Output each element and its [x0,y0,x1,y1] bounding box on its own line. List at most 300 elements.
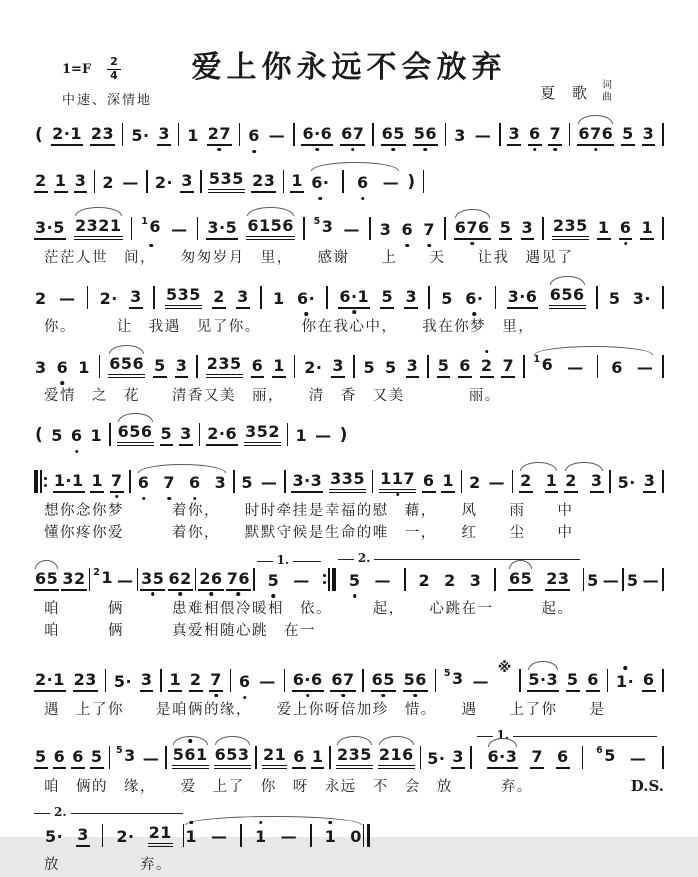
note: $^1$6 [533,353,554,374]
dash-note: — [293,570,310,590]
barline [662,669,664,692]
barline [233,470,235,493]
grace-note: 5 [313,216,321,227]
octave-dot-low [319,197,323,201]
time-signature [107,56,121,82]
note: 2 [35,288,47,308]
note: 2 [418,570,431,590]
barline [303,217,305,240]
dash-note: — [315,426,332,446]
barline [129,470,131,493]
grace-note: 1 [533,353,541,365]
note: 7 [501,355,515,378]
note: 561 [172,744,209,769]
note: 6·6 [301,123,333,146]
barline [542,217,544,240]
grace-note: 2 [93,566,101,578]
note: 65 [508,568,533,591]
paren: ) [339,425,348,446]
barline [523,355,525,378]
barline [260,286,262,309]
notes-line [34,802,362,855]
note: 6 [247,125,261,146]
octave-dot-low [414,694,418,698]
dash-note: — [259,672,276,692]
note: 3 [179,423,193,446]
note: 2· [116,826,135,846]
octave-dot-high [485,350,489,354]
barline [597,355,599,378]
note: $^2$1 [93,566,113,587]
octave-dot-low [470,242,474,246]
notes-line [34,112,664,154]
note: 56 [403,669,428,692]
barline [253,568,255,591]
lyrics-line [34,855,664,877]
note: 7 [422,219,436,240]
note: 6 [586,669,600,692]
octave-dot-low [142,497,146,501]
note: $^5$3 [313,216,334,236]
octave-dot-low [594,148,598,152]
barline [99,355,101,378]
note: 6156 [246,215,295,240]
note: 7 [110,470,124,493]
dash-note: — [472,672,489,692]
note: 6 [356,172,370,193]
barline [662,746,664,769]
note: 1 [272,355,286,378]
lyrics-text: 爱情 之 花 清香又美 丽， 清 香 又美 丽。 [44,387,501,404]
barline [372,470,374,493]
note: 656 [108,353,145,378]
note: 6 [611,357,623,377]
barline [195,568,197,591]
barline [427,355,429,378]
octave-dot-low [237,592,241,596]
barline [109,423,111,446]
octave-dot-low [115,495,119,499]
slur-group [519,470,558,496]
octave-dot-low [316,148,320,152]
barline [404,568,406,591]
octave-dot-low [193,497,197,501]
note: 65 [34,568,59,591]
note: $^1$6 [140,216,162,240]
dash-note: — [602,570,620,590]
note: 2321 [74,215,123,240]
note: 3 [643,470,657,493]
lyrics-line [34,248,664,270]
note: 76 [226,568,251,591]
note: 2 [34,170,48,193]
note: 676 [577,123,614,146]
volta-label: 1. [493,728,514,742]
dash-note: — [343,220,361,239]
octave-dot-low [353,594,357,598]
note: 1 [295,426,308,446]
note: 2·1 [34,669,66,692]
note: 235 [552,215,589,240]
notes-line [34,273,664,317]
note: $^5$3 [443,668,464,689]
grace-note: 5 [443,668,452,680]
note: 1 [272,288,285,308]
octave-dot-low [424,148,428,152]
volta-bracket [34,804,183,850]
note: 27 [207,123,232,146]
note: 2 [564,470,578,493]
slur-group [310,170,400,196]
note: 216 [378,744,415,769]
octave-dot-low [167,497,171,501]
note: 3 [157,123,171,146]
music-system [34,548,664,643]
octave-dot-low [75,450,79,454]
note: 2· [304,357,323,377]
note: 6· [464,288,484,309]
note: 6 [619,217,633,240]
barline [294,355,296,378]
dash-note: — [58,288,76,308]
note: 7 [548,123,562,146]
barline [662,286,664,309]
octave-dot-low [178,592,182,596]
barline [329,746,331,769]
note: 7 [530,746,544,769]
octave-dot-low [214,694,218,698]
note: 3 [642,123,656,146]
composer-credit [540,80,612,104]
note: 5· [113,672,133,692]
music-system [34,342,664,408]
note: 3 [451,746,465,769]
grace-note: 1 [141,216,149,227]
dash-note: — [210,826,228,846]
volta-bracket [257,552,321,594]
note: 1 [311,746,325,769]
octave-dot-low [252,150,256,154]
note: 5 [51,426,63,446]
dash-note: — [642,570,660,590]
note: 5· [617,473,636,493]
note: 23 [73,669,98,692]
octave-dot-high [188,739,192,743]
note: 5 [621,123,635,146]
lyrics-line [34,386,664,408]
note: 6 [458,355,472,378]
note: 3 [214,473,227,493]
note: 3 [140,669,154,692]
barline [197,217,199,240]
octave-dot-low [151,592,155,596]
note: 56 [413,123,438,146]
barline [445,123,447,146]
note: 5 [499,217,513,240]
barline [342,170,344,193]
barline [122,123,124,146]
music-system [34,410,664,454]
note: 3 [76,824,90,847]
barline [131,217,133,240]
note: 6 [56,357,70,378]
octave-dot-low [554,148,558,152]
note: 3·5 [34,217,66,240]
notes-line [34,725,664,777]
octave-dot-low [351,148,355,152]
note: 2 [444,570,456,590]
octave-dot-low [306,694,310,698]
song-title: 爱上你永远不会放弃 [191,50,507,85]
note: 6 [238,671,252,692]
barline [582,746,584,769]
note: 3 [590,470,604,493]
lyrics-line [34,501,664,523]
barline [662,355,664,378]
note: 6· [310,172,330,193]
barline [160,669,162,692]
note: 2 [212,286,226,309]
barline [137,568,139,591]
music-system [34,457,664,545]
lyrics-text: 放 弃。 [44,856,172,873]
note: 5 [441,288,453,308]
volta-label: 2. [50,805,71,819]
paren: ( [35,125,44,145]
note: 1 [640,217,654,240]
note: 2· [154,173,174,192]
slur-group [564,470,603,496]
octave-dot-low [392,148,396,152]
note: 26 [198,568,223,591]
header [34,50,664,112]
barline [362,669,364,692]
barline [310,824,312,847]
note: 5 [385,357,397,377]
octave-dot-low [243,696,247,700]
lyrics-text: 咱 俩 真爱相随心跳 在一 [44,622,316,639]
note: 235 [206,353,243,378]
note: 2 [189,669,203,692]
note: 35 [140,568,165,591]
note: 3 [175,355,189,378]
dash-note: — [122,173,139,192]
note: 3 [404,286,418,309]
barline [146,170,148,193]
note: 117 [379,468,416,493]
notes-line [34,548,664,599]
note: 1 [545,470,559,493]
note: 1 [187,126,199,145]
octave-dot-low [533,148,537,152]
barline [284,470,286,493]
note: 1 [254,826,268,847]
volta-bracket [477,728,658,772]
barline [89,568,91,591]
note: 2 [519,470,533,493]
note: 5 [241,473,254,493]
paren: ) [407,172,416,192]
barline [662,217,664,240]
notes-line [34,645,664,700]
octave-dot-low [341,694,345,698]
score [34,112,664,877]
note: 2·6 [206,423,238,446]
dash-note: — [629,749,647,768]
barline [423,170,425,193]
note: 3 [180,170,194,193]
note: 5 [348,570,362,591]
barline [444,217,446,240]
note: $^5$3 [115,745,136,765]
note: 1 [78,357,90,377]
barline [662,123,664,146]
note: 5 [566,669,580,692]
barline [287,423,289,446]
note: 6 [70,425,84,446]
note: 67 [330,669,355,692]
dash-note: — [374,570,392,590]
time-signature-numerator: 2 [107,56,121,70]
barline [178,123,180,146]
note: 7 [209,669,223,692]
note: 3·5 [206,217,238,240]
octave-dot-low [209,592,213,596]
note: 6· [296,288,316,309]
barline [109,746,111,769]
barline [583,568,585,591]
composer-name: 夏 歌 [540,83,593,102]
lyrics-line [34,317,664,339]
note: 5 [587,570,599,590]
note: $^6$5 [596,745,616,765]
lyrics-line [34,777,664,799]
note: 3 [469,570,482,590]
note: 535 [165,284,202,309]
note: 5 [90,746,104,769]
dash-note: — [260,473,278,493]
note: 5 [160,423,174,446]
note: 5· [45,826,64,846]
note: 3 [521,217,535,240]
time-signature-denominator: 4 [110,68,118,82]
barline [428,286,430,309]
note: 21 [148,822,173,847]
barline [596,286,598,309]
note: 5 [363,357,376,377]
notes-line [34,457,664,501]
note: 1·1 [53,470,85,493]
note: 65 [381,123,406,146]
note: 3 [454,126,466,145]
octave-dot-low [304,312,308,316]
note: 6 [401,219,415,240]
dash-note: — [382,173,400,192]
lyrics-text: 遇 上了你 是咱俩的缘， 爱上你呀倍加珍 惜。 遇 上了你 是 [44,702,606,719]
note: 0 [350,826,362,846]
dash-note: — [567,357,584,377]
slur-group [184,824,363,850]
octave-dot-low [382,694,386,698]
note: 2· [99,288,118,308]
composer-roles [602,80,612,104]
dash-note: — [171,220,188,239]
notes-line [34,342,664,386]
note: 6 [188,472,202,493]
role-music: 曲 [602,92,612,103]
lyrics-line [34,621,664,643]
note: 3·6 [507,286,539,309]
barline [369,217,371,240]
barline [165,746,167,769]
note: 62 [168,568,193,591]
role-lyrics: 词 [602,80,612,91]
barline [622,568,624,591]
note: 67 [340,123,365,146]
note: 7 [162,472,176,493]
octave-dot-low [61,381,65,385]
note: 6 [422,470,436,493]
note: 3 [35,357,47,377]
barline [512,470,514,493]
barline [470,746,472,769]
music-system [34,273,664,339]
note: 5· [131,126,150,145]
lyrics-line [34,599,664,621]
notes-line [34,204,664,248]
note: 676 [454,217,491,240]
note: 21 [262,744,287,769]
note: 2 [469,473,481,493]
barline [609,470,611,493]
barline [495,286,497,309]
note: 5 [437,355,451,378]
barline [293,123,295,146]
music-system [34,725,664,799]
barline [255,746,257,769]
barline [420,746,422,769]
lyrics-text: 你。 让 我遇 见了你。 你在我心中， 我在你梦 里， [44,318,535,335]
note: 23 [251,170,276,193]
note: 5 [608,288,621,308]
music-system [34,157,664,201]
note: 1 [441,470,455,493]
final-barline [363,824,371,847]
lyrics-text: 懂你疼你爱 着你， 默默守候是生命的唯 一， 红 尘 中 [44,525,574,541]
octave-dot-low [406,244,410,248]
note: 3·3 [291,470,323,493]
note: 6·6 [292,669,324,692]
lyrics-text: 咱 俩 患难相偎冷暖相 依。 起， 心跳在一 起。 [44,600,574,617]
barline [499,123,501,146]
lyrics-line [34,700,664,722]
dash-note: — [268,126,286,145]
grace-note: 5 [115,745,124,756]
note: 6 [71,746,85,769]
note: 656 [549,284,586,309]
note: 5·3 [527,669,559,692]
note: 3 [236,286,250,309]
note: 3 [331,355,345,378]
lyrics-text: 咱 俩的 缘， 爱 上了 你 呀 永远 不 会 放 弃。 [44,779,533,795]
octave-dot-low [352,310,356,314]
note: 5 [267,570,281,591]
note: 653 [214,744,251,769]
octave-dot-low [218,148,222,152]
music-system [34,112,664,154]
octave-dot-low [473,312,477,316]
barline [372,123,374,146]
